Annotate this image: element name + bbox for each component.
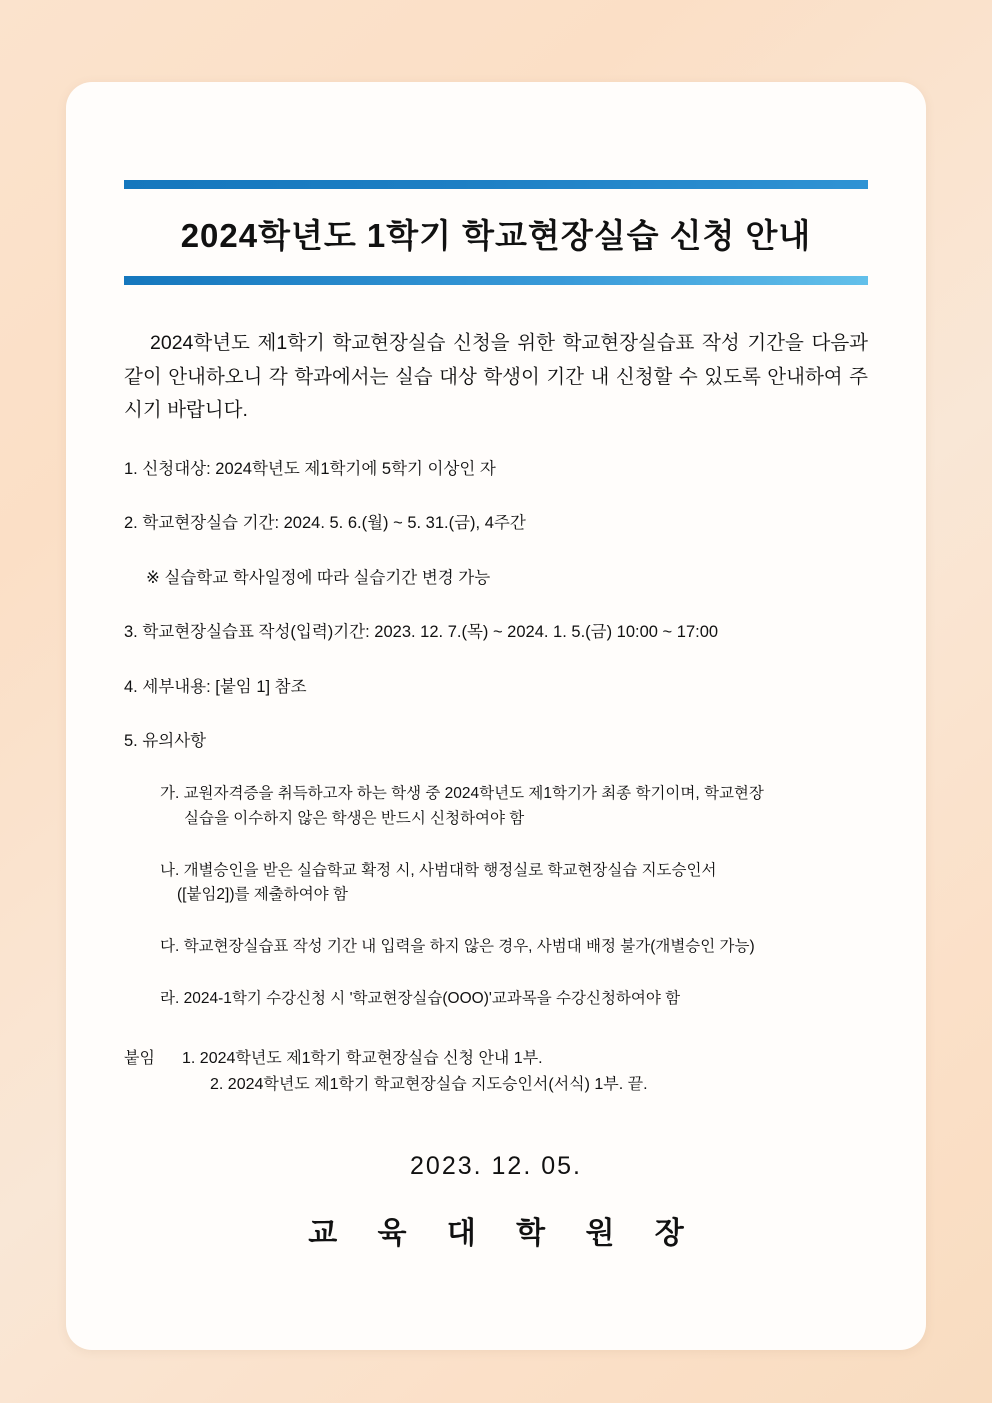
list-item-note-asterisk: ※ 실습학교 학사일정에 따라 실습기간 변경 가능 [146,568,491,587]
title-rule-bottom [124,276,868,285]
note-item-ra [124,987,868,1012]
attachment-line-1: 1. 2024학년도 제1학기 학교현장실습 신청 안내 1부. [182,1049,543,1067]
note-item-na [124,859,868,909]
page-title: 2024학년도 1학기 학교현장실습 신청 안내 [180,217,812,254]
note-item-na-line2: ([붙임2])를 제출하여야 함 [177,886,348,904]
note-item-ga [124,782,868,832]
attachment-label: 붙임 [124,1049,155,1067]
title-block [124,180,868,285]
lead-text: 2024학년도 제1학기 학교현장실습 신청을 위한 학교현장실습표 작성 기간을 다음과 같이 안내하오니 각 학과에서는 실습 대상 학생이 기간 내 신청할 수 있도록 안내하여 주시기 바랍니다. [124,332,868,422]
attachment-block [124,1046,868,1098]
list-item-2: 2. 학교현장실습 기간: 2024. 5. 6.(월) ~ 5. 31.(금), 4주간 [124,514,526,533]
signer-title: 교 육 대 학 원 장 [308,1216,700,1250]
list-item-1: 1. 신청대상: 2024학년도 제1학기에 5학기 이상인 자 [124,459,496,478]
document-body [66,82,926,1350]
document-page [66,82,926,1350]
note-item-ra-line1: 라. 2024-1학기 수강신청 시 '학교현장실습(OOO)'교과목을 수강신청하여야 함 [160,989,681,1007]
note-item-da-line1: 다. 학교현장실습표 작성 기간 내 입력을 하지 않은 경우, 사범대 배정 불가(개별승인 가능) [160,938,755,956]
list-item-3: 3. 학교현장실습표 작성(입력)기간: 2023. 12. 7.(목) ~ 2024. 1. 5.(금) 10:00 ~ 17:00 [124,623,719,642]
list-item-5: 5. 유의사항 [124,732,207,751]
title-rule-top [124,180,868,189]
attachment-line-2: 2. 2024학년도 제1학기 학교현장실습 지도승인서(서식) 1부. 끝. [210,1075,648,1093]
note-item-ga-line1: 가. 교원자격증을 취득하고자 하는 학생 중 2024학년도 제1학기가 최종 학기이며, 학교현장 [160,784,764,802]
issue-date: 2023. 12. 05. [410,1151,582,1180]
note-item-ga-line2: 실습을 이수하지 않은 학생은 반드시 신청하여야 함 [184,809,525,827]
list-item-4: 4. 세부내용: [붙임 1] 참조 [124,677,307,696]
note-item-na-line1: 나. 개별승인을 받은 실습학교 확정 시, 사범대학 행정실로 학교현장실습 지도승인서 [160,861,717,879]
note-item-da [124,935,868,960]
lead-paragraph [124,327,868,428]
